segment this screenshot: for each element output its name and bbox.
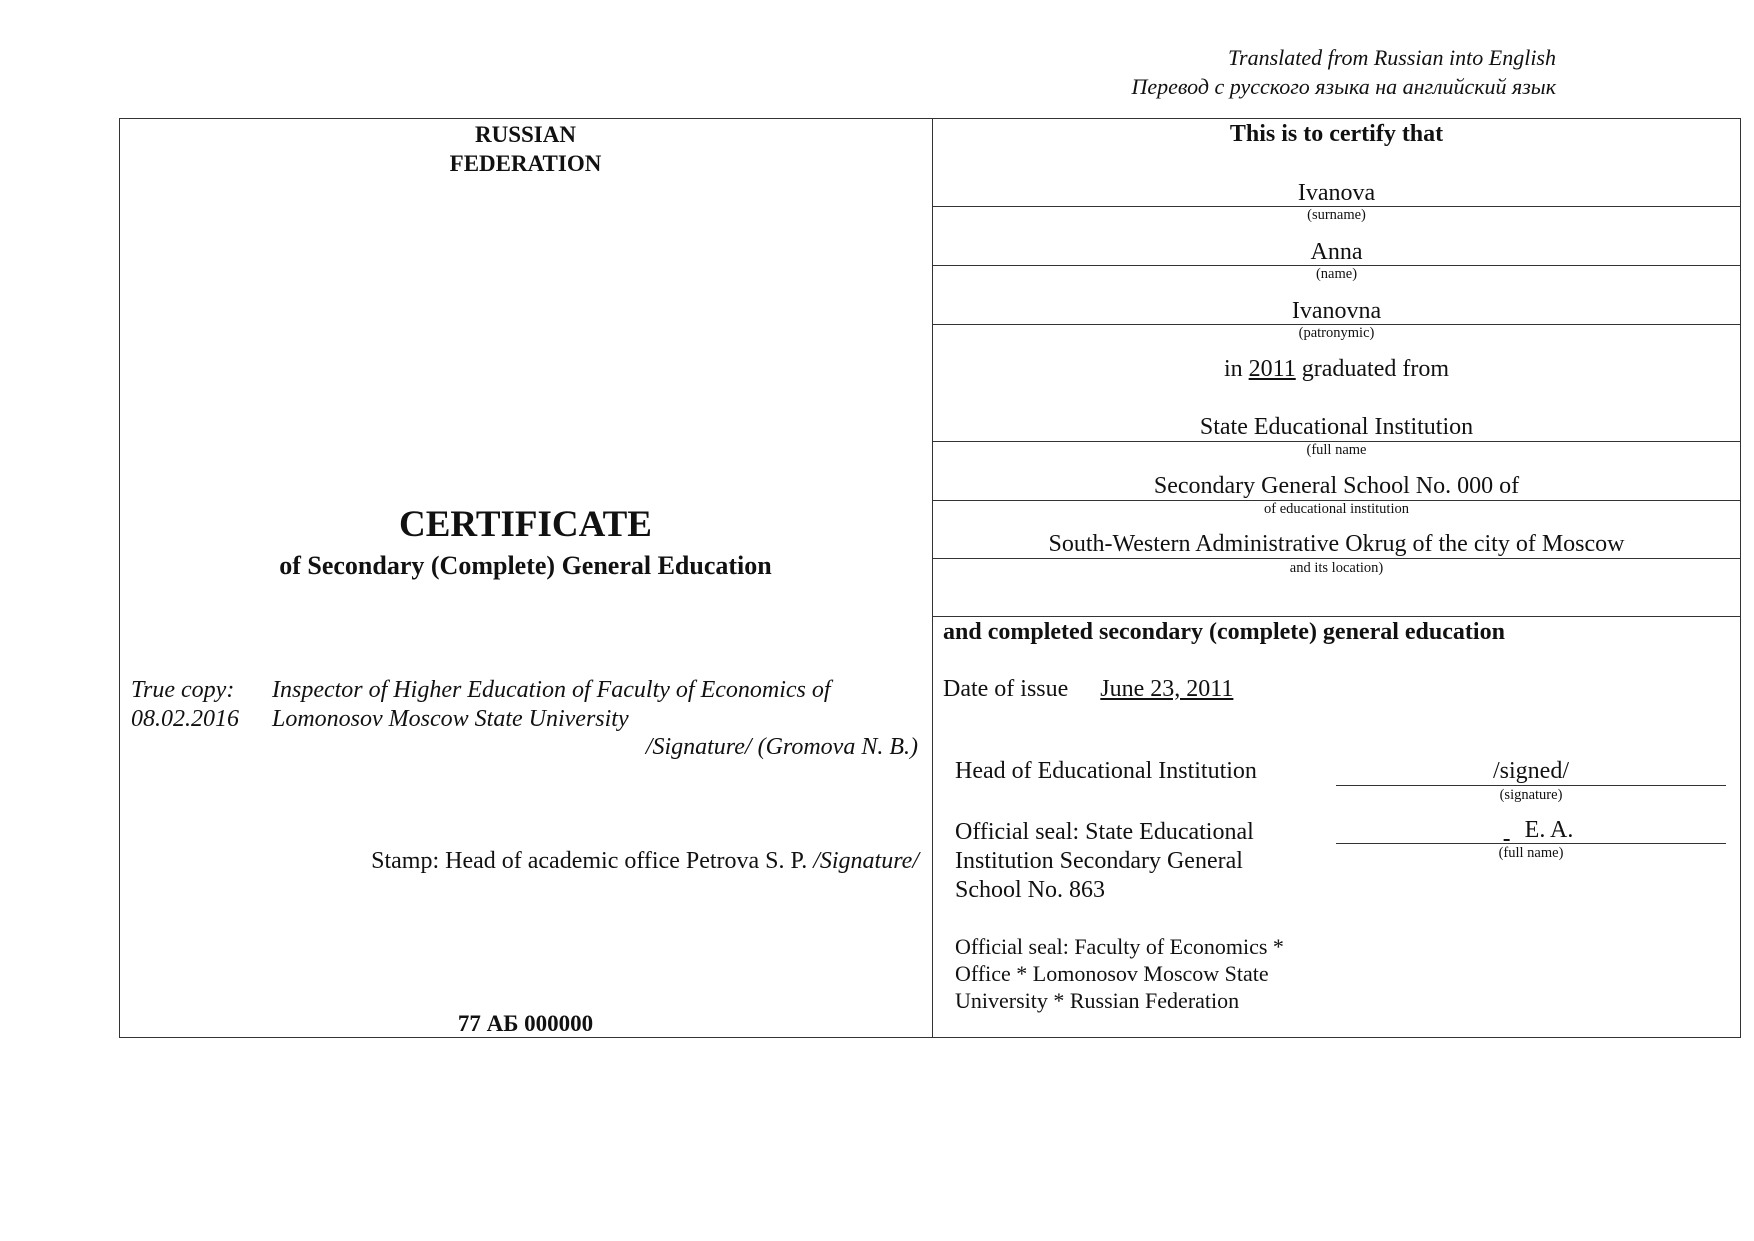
educational-institution-caption: of educational institution (1264, 501, 1409, 517)
graduation-year: 2011 (1248, 356, 1296, 382)
date-of-issue-value: June 23, 2011 (1100, 676, 1234, 702)
stamp-text: Stamp: Head of academic office Petrova S. P. (371, 848, 808, 874)
inspector-line-2: Lomonosov Moscow State University (272, 706, 629, 732)
translation-note-english: Translated from Russian into English (1227, 45, 1556, 70)
inspector-block (272, 676, 831, 734)
surname-caption: (surname) (1307, 207, 1366, 223)
true-copy-block (131, 676, 239, 734)
translation-note-russian: Перевод с русского языка на английский язык (1131, 74, 1556, 99)
faculty-seal-line-1: Official seal: Faculty of Economics * (955, 934, 1284, 959)
certificate-subtitle: of Secondary (Complete) General Education (279, 551, 772, 580)
faculty-seal-line-3: University * Russian Federation (955, 988, 1240, 1013)
country-line-1: RUSSIAN (475, 122, 576, 147)
stamp-signature: /Signature/ (813, 848, 919, 874)
graduated-suffix: graduated from (1301, 356, 1450, 382)
patronymic-value: Ivanovna (1291, 298, 1382, 324)
patronymic-caption: (patronymic) (1298, 325, 1375, 341)
inspector-line-1: Inspector of Higher Education of Faculty of Economics of (272, 677, 831, 703)
location-caption: and its location) (1289, 560, 1384, 576)
institution-line-3-rule (932, 558, 1741, 559)
faculty-seal-note (955, 933, 1284, 1014)
school-seal-note (955, 818, 1254, 905)
surname-value: Ivanova (1297, 180, 1376, 206)
certify-heading: This is to certify that (1229, 121, 1444, 147)
institution-line-2: Secondary General School No. 000 of (1153, 473, 1520, 499)
country-line-2: FEDERATION (449, 151, 602, 176)
true-copy-date: 08.02.2016 (131, 706, 239, 732)
date-of-issue (943, 677, 1233, 701)
head-full-name (1336, 818, 1726, 842)
full-name-caption-bottom: (full name) (1498, 845, 1564, 861)
head-label: Head of Educational Institution (955, 758, 1257, 784)
school-seal-line-1: Official seal: State Educational (955, 819, 1254, 845)
serial-number: 77 АБ 000000 (457, 1011, 594, 1036)
graduated-prefix: in (1223, 356, 1243, 382)
faculty-seal-line-2: Office * Lomonosov Moscow State (955, 961, 1269, 986)
certificate-title: CERTIFICATE (399, 504, 652, 545)
full-name-caption: (full name (1306, 442, 1367, 458)
head-signed: /signed/ (1493, 758, 1569, 784)
stamp-note (371, 848, 919, 875)
institution-line-3: South-Western Administrative Okrug of the city of Moscow (1048, 531, 1625, 557)
head-initials: E. A. (1524, 817, 1574, 843)
institution-line-1: State Educational Institution (1199, 414, 1474, 440)
name-caption: (name) (1315, 266, 1358, 282)
true-copy-label: True copy: (131, 677, 235, 703)
graduation-statement (932, 357, 1741, 381)
school-seal-line-3: School No. 863 (955, 877, 1105, 903)
name-value: Anna (1310, 239, 1363, 265)
country-heading (119, 120, 932, 178)
date-of-issue-label: Date of issue (943, 676, 1069, 702)
signature-caption: (signature) (1499, 787, 1563, 803)
section-separator (932, 616, 1741, 617)
inspector-signature: /Signature/ (Gromova N. B.) (645, 734, 918, 760)
school-seal-line-2: Institution Secondary General (955, 848, 1243, 874)
signature-line (1336, 785, 1726, 786)
initials-blank (1489, 818, 1525, 842)
full-name-line (1336, 843, 1726, 844)
completed-statement: and completed secondary (complete) general education (943, 619, 1505, 645)
